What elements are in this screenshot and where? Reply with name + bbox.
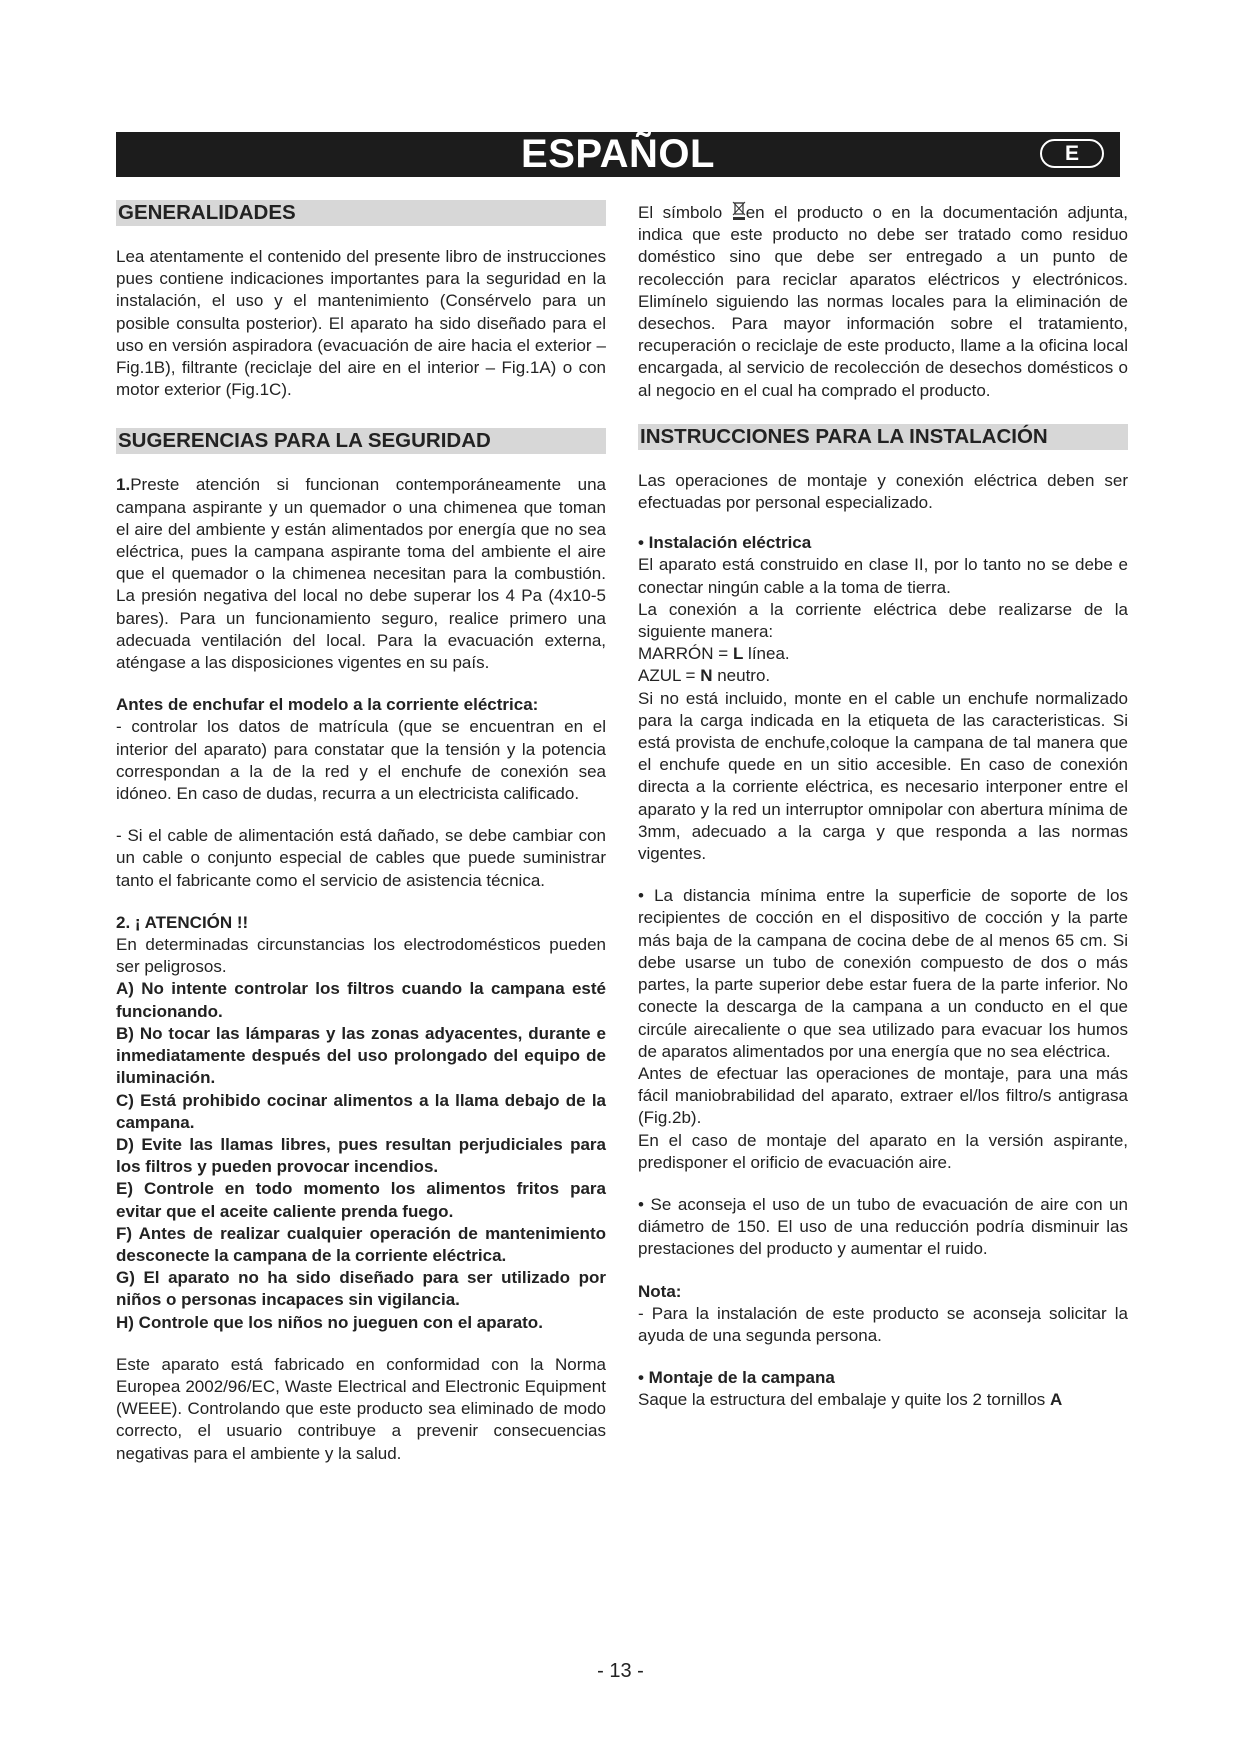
safety-text-1: Preste atención si funcionan contemporáneamente una campana aspirante y un quemador o una chimenea que toman el aire del ambiente y están alimentados por energía que no sea eléctrica, pues la campana aspirante toma del ambiente el aire que el quemador o la chimenea necesitan para la combustión. La presión negativa del local no debe superar los 4 Pa (4x10-5 bares). Para un funcionamiento seguro, realice primero una adecuada ventilación del local. Para la evacuación externa, aténgase a las disposiciones vigentes en su país.: [116, 475, 606, 673]
antes-text: - controlar los datos de matrícula (que se encuentran en el interior del aparato) para constatar que la tensión y la potencia correspondan a la de la red y el enchufe de conexión sea idóneo. En caso de dudas, recurra a un electricista calificado.: [116, 717, 606, 804]
right-column: [638, 200, 1128, 1412]
simbolo-pre: El símbolo: [638, 203, 723, 222]
antes-heading: Antes de enchufar el modelo a la corriente eléctrica:: [116, 695, 539, 715]
atencion-text: En determinadas circunstancias los electrodomésticos pueden ser peligrosos.: [116, 935, 606, 977]
safety-paragraph-1: [116, 474, 606, 674]
warning-item: B) No tocar las lámparas y las zonas adyacentes, durante e inmediatamente después del uso prolongado del equipo de iluminación.: [116, 1023, 606, 1088]
nota-text: - Para la instalación de este producto se aconseja solicitar la ayuda de una segunda persona.: [638, 1303, 1128, 1345]
montaje-text: Saque la estructura del embalaje y quite los 2 tornillos A: [638, 1390, 1063, 1410]
title-bar: [116, 132, 1120, 177]
weee-bin-icon: [732, 200, 746, 220]
section-heading-instalacion: INSTRUCCIONES PARA LA INSTALACIÓN: [638, 424, 1128, 450]
tubo-text: • Se aconseja el uso de un tubo de evacuación de aire con un diámetro de 150. El uso de una reducción podría disminuir las prestaciones del producto y aumentar el ruido.: [638, 1194, 1128, 1259]
warning-item: D) Evite las llamas libres, pues resultan perjudiciales para los filtros y pueden provocar incendios.: [116, 1134, 606, 1177]
azul-line: AZUL = N neutro.: [638, 666, 771, 686]
page-title: ESPAÑOL: [521, 132, 715, 176]
simbolo-text: en el producto o en la documentación adjunta, indica que este producto no debe ser tratado como residuo doméstico sino que debe ser entregado a un punto de recolección para reciclar aparatos eléctricos y electrónicos. Elimínelo siguiendo las normas locales para la eliminación de desechos. Para mayor información sobre el tratamiento, recuperación o reciclaje de este producto, llame a la oficina local encargada, al servicio de recolección de desechos domésticos o al negocio en el cual ha comprado el producto.: [638, 203, 1129, 400]
electrica-heading: • Instalación eléctrica: [638, 533, 812, 553]
instalacion-text: Las operaciones de montaje y conexión eléctrica deben ser efectuadas por personal especializado.: [638, 470, 1128, 513]
warning-item: A) No intente controlar los filtros cuando la campana esté funcionando.: [116, 979, 606, 1021]
language-badge: E: [1040, 139, 1104, 168]
safety-number: 1.: [116, 475, 131, 495]
section-heading-seguridad: SUGERENCIAS PARA LA SEGURIDAD: [116, 428, 606, 454]
weee-text: Este aparato está fabricado en conformidad con la Norma Europea 2002/96/EC, Waste Electrical and Electronic Equipment (WEEE). Controlando que este producto sea eliminado de modo correcto, el usuario contribuye a prevenir consecuencias negativas para el ambiente y la salud.: [116, 1354, 606, 1463]
version-aspirante-text: En el caso de montaje del aparato en la versión aspirante, predisponer el orificio de evacuación aire.: [638, 1130, 1128, 1172]
warning-item: C) Está prohibido cocinar alimentos a la llama debajo de la campana.: [116, 1090, 606, 1132]
antes-montaje-text: Antes de efectuar las operaciones de montaje, para una más fácil maniobrabilidad del aparato, extraer el/los filtro/s antigrasa (Fig.2b).: [638, 1063, 1128, 1128]
page-number: - 13 -: [597, 1660, 644, 1682]
warning-item: F) Antes de realizar cualquier operación de mantenimiento desconecte la campana de la corriente eléctrica.: [116, 1223, 606, 1265]
marron-line: MARRÓN = L línea.: [638, 644, 790, 664]
generalidades-text: Lea atentamente el contenido del presente libro de instrucciones pues contiene indicaciones importantes para la seguridad en la instalación, el uso y el mantenimiento (Consérvelo para un posible consulta posterior). El aparato ha sido diseñado para el uso en versión aspiradora (evacuación de aire hacia el exterior – Fig.1B), filtrante (reciclaje del aire en el interior – Fig.1A) o con motor exterior (Fig.1C).: [116, 247, 606, 400]
distancia-text: • La distancia mínima entre la superficie de soporte de los recipientes de cocción en el dispositivo de cocción y la parte más baja de la campana de cocina debe de al menos 65 cm. Si debe usarse un tubo de conexión compuesto de dos o más partes, la parte superior debe estar fuera de la parte inferior. No conecte la descarga de la campana a un conducto en el que circúle airecaliente o que sea utilizado para evacuar los humos de aparatos alimentados por una energía que no sea eléctrica.: [638, 886, 1128, 1061]
nota-heading: Nota:: [638, 1281, 682, 1301]
warning-item: H) Controle que los niños no jueguen con el aparato.: [116, 1312, 543, 1332]
electrica-text-3: Si no está incluido, monte en el cable un enchufe normalizado para la carga indicada en la etiqueta de las caracteristicas. Si está provista de enchufe,coloque la campana de tal manera que el enchufe quede en un sitio accesible. En caso de conexión directa a la corriente eléctrica, es necesario interponer entre el aparato y la red un interruptor omnipolar con abertura mínima de 3mm, adecuado a la carga y que responda a las normas vigentes.: [638, 688, 1128, 864]
section-heading-generalidades: GENERALIDADES: [116, 200, 606, 226]
electrica-text-2: La conexión a la corriente eléctrica debe realizarse de la siguiente manera:: [638, 599, 1128, 642]
warning-item: G) El aparato no ha sido diseñado para ser utilizado por niños o personas incapaces sin vigilancia.: [116, 1268, 606, 1310]
atencion-heading: 2. ¡ ATENCIÓN !!: [116, 912, 249, 932]
electrica-text-1: El aparato está construido en clase II, por lo tanto no se debe e conectar ningún cable a la toma de tierra.: [638, 555, 1128, 597]
simbolo-paragraph: [638, 200, 1128, 402]
cable-text: - Si el cable de alimentación está dañado, se debe cambiar con un cable o conjunto especial de cables que puede suministrar tanto el fabricante como el servicio de asistencia técnica.: [116, 826, 606, 890]
warning-item: E) Controle en todo momento los alimentos fritos para evitar que el aceite caliente prenda fuego.: [116, 1179, 606, 1221]
left-column: [116, 200, 606, 1465]
montaje-heading: • Montaje de la campana: [638, 1368, 835, 1388]
